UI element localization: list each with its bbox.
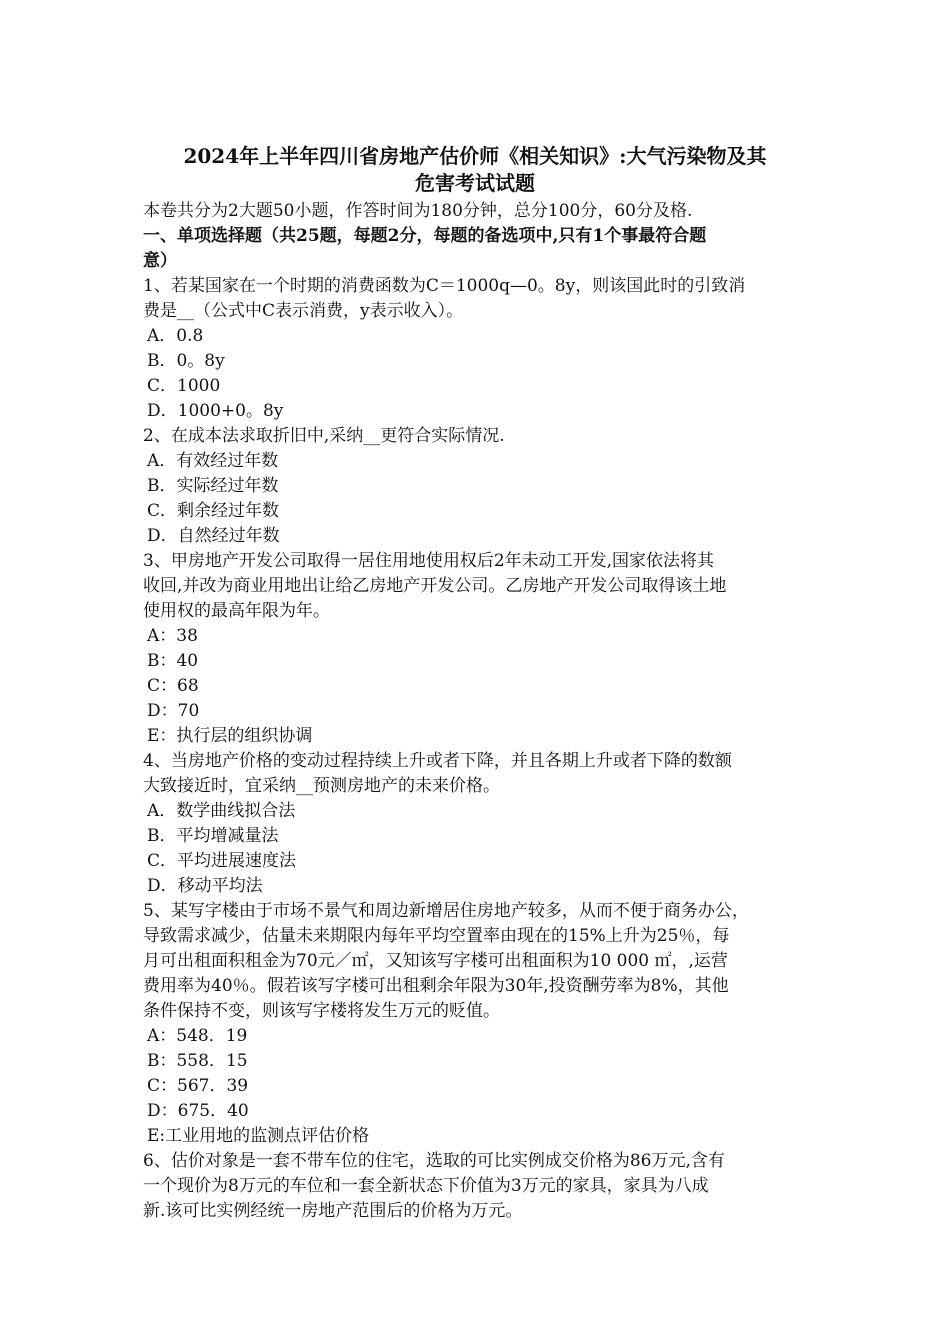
question-text-line: 一个现价为8万元的车位和一套全新状态下价值为3万元的家具，家具为八成 <box>143 1176 709 1196</box>
question-1 <box>143 274 811 424</box>
question-3 <box>143 549 811 749</box>
question-text-line: 收回,并改为商业用地出让给乙房地产开发公司。乙房地产开发公司取得该土地 <box>143 576 727 596</box>
option-a: A：548．19 <box>147 1026 248 1046</box>
option-d: D：70 <box>147 701 200 721</box>
option-b: B：40 <box>147 651 199 671</box>
question-text-line: 大致接近时，宜采纳__预测房地产的未来价格。 <box>143 776 500 796</box>
option-a: A：38 <box>147 626 198 646</box>
title-line-2: 危害考试试题 <box>415 171 535 195</box>
option-e: E:工业用地的监测点评估价格 <box>147 1126 370 1146</box>
document-title <box>140 143 810 197</box>
question-text-line: 月可出租面积租金为70元／㎡，又知该写字楼可出租面积为10 000 ㎡，,运营 <box>143 951 728 971</box>
option-d: D：675．40 <box>147 1101 249 1121</box>
option-c: C：567．39 <box>147 1076 249 1096</box>
option-d: D．移动平均法 <box>147 876 263 896</box>
option-c: C．平均进展速度法 <box>147 851 297 871</box>
question-text-line: 3、甲房地产开发公司取得一居住用地使用权后2年未动工开发,国家依法将其 <box>143 551 715 571</box>
option-e: E：执行层的组织协调 <box>147 726 313 746</box>
exam-intro: 本卷共分为2大题50小题，作答时间为180分钟，总分100分，60分及格. <box>143 201 693 221</box>
question-4 <box>143 749 811 899</box>
document-body <box>143 199 811 1224</box>
option-c: C：68 <box>147 676 199 696</box>
question-text-line: 费用率为40％。假若该写字楼可出租剩余年限为30年,投资酬劳率为8%，其他 <box>143 976 729 996</box>
option-b: B．0。8y <box>147 351 225 371</box>
question-text-line: 2、在成本法求取折旧中,采纳__更符合实际情况. <box>143 426 505 446</box>
option-d: D．1000+0。8y <box>147 401 284 421</box>
option-a: A．0.8 <box>147 326 204 346</box>
section-heading-line-2: 意） <box>143 251 177 271</box>
question-5 <box>143 899 811 1149</box>
option-a: A．数学曲线拟合法 <box>147 801 296 821</box>
question-text-line: 费是__（公式中C表示消费，y表示收入）。 <box>143 301 464 321</box>
option-a: A．有效经过年数 <box>147 451 279 471</box>
option-c: C．剩余经过年数 <box>147 501 280 521</box>
section-heading-line-1: 一、单项选择题（共25题，每题2分，每题的备选项中,只有1个事最符合题 <box>143 226 707 246</box>
question-6 <box>143 1149 811 1224</box>
option-d: D．自然经过年数 <box>147 526 280 546</box>
question-text-line: 1、若某国家在一个时期的消费函数为C＝1000q—0。8y，则该国此时的引致消 <box>143 276 746 296</box>
option-b: B．实际经过年数 <box>147 476 279 496</box>
question-text-line: 5、某写字楼由于市场不景气和周边新增居住房地产较多，从而不便于商务办公， <box>143 901 749 921</box>
question-text-line: 导致需求减少，估量未来期限内每年平均空置率由现在的15%上升为25％，每 <box>143 926 730 946</box>
option-b: B：558．15 <box>147 1051 248 1071</box>
option-b: B．平均增减量法 <box>147 826 279 846</box>
option-c: C．1000 <box>147 376 221 396</box>
question-text-line: 使用权的最高年限为年。 <box>143 601 330 621</box>
question-2 <box>143 424 811 549</box>
title-line-1: 2024年上半年四川省房地产估价师《相关知识》:大气污染物及其 <box>183 144 767 168</box>
question-text-line: 条件保持不变，则该写字楼将发生万元的贬值。 <box>143 1001 500 1021</box>
question-text-line: 4、当房地产价格的变动过程持续上升或者下降，并且各期上升或者下降的数额 <box>143 751 732 771</box>
question-text-line: 6、估价对象是一套不带车位的住宅，选取的可比实例成交价格为86万元,含有 <box>143 1151 725 1171</box>
question-text-line: 新.该可比实例经统一房地产范围后的价格为万元。 <box>143 1201 523 1221</box>
